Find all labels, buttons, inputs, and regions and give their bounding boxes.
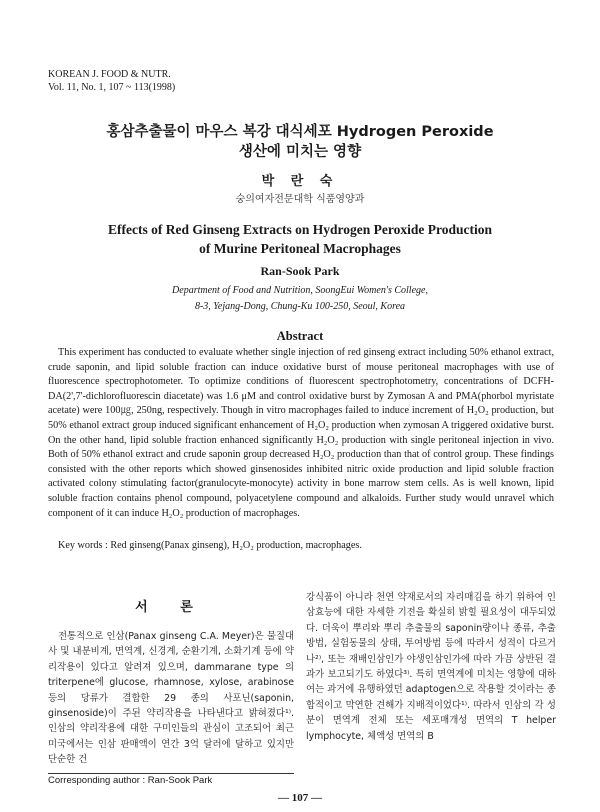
page-number: — 107 — [278,792,322,804]
footnote: Corresponding author : Ran-Sook Park [48,775,213,786]
english-affiliation [40,283,560,315]
intro-right-column [306,590,556,744]
intro-left-text: 전통적으로 인삼(Panax ginseng C.A. Meyer)은 물질대사 및 내분비계, 면역계, 신경계, 순환기계, 소화기계 등에 약리작용이 있다고 알려져 있으며, dammarane type 의 triterpene에 glucose, rhamnose, xylose, arabinose 등의 당류가 결합한 29 종의 사포닌(saponin, ginsenoside)이 주된 약리작용을 나타낸다고 밝혀졌다¹⁾. 인삼의 약리작용에 대한 구미인들의 관심이 고조되어 최근 미국에서는 인삼 판매액이 연간 3억 달러에 달하고 있지만 단순한 건 [48,631,294,766]
intro-right-text: 강식품이 아니라 천연 약재로서의 자리매김을 하기 위하여 인삼효능에 대한 자세한 기전을 확실히 밝힐 필요성이 대두되었다. 더욱이 뿌리와 뿌리 추출물의 saponin량이나 종류, 추출방법, 실험동물의 상태, 투여방법 등에 따라서 성적이 다르거나²⁾, 또는 재배인삼인가 야생인삼인가에 따라 가끔 상반된 결과가 보고되기도 하였다³⁾. 특히 면역계에 미치는 영향에 대하여는 과거에 유행하였던 adaptogen으로 작용할 것이라는 종합적이고 막연한 견해가 지배적이었다¹⁾. 따라서 인삼의 각 성분이 면역계 전체 또는 세포매개성 면역의 T helper lymphocyte, 체액성 면역의 B [306,592,556,742]
abstract-heading: Abstract [276,329,324,343]
keywords: Key words : Red ginseng(Panax ginseng), H₂O₂ production, macrophages. [58,540,362,551]
korean-author: 박 란 숙 [261,174,339,189]
english-affiliation-line1: Department of Food and Nutrition, SoongEui Women's College, [172,285,428,296]
abstract-body [48,346,554,521]
abstract-paragraph: This experiment has conducted to evaluate whether single injection of red ginseng extract including 50% ethanol extract, crude saponin, and lipid soluble fraction can induce oxidative burst of mouse peritoneal macrophages with use of fluorescence spectrophotometer. To optimize conditions of fluorescent spectrophotometry, concentrations of DCFH-DA(2',7'-dichlorofluorescin diacetate) was 1.6 μM and control oxidative burst by Zymosan A and PMA(phorbol myristate acetate) were 100㎍, 250ng, respectively. Though in vitro macrophages failed to induce increment of H₂O₂ production, but 50% ethanol extract group induced significant enhancement of H₂O₂ production when zymosan A triggered oxidative burst. On the other hand, lipid soluble fraction enhanced significantly H₂O₂ production with single peritoneal injection in vivo. Both of 50% ethanol extract and crude saponin group decreased H₂O₂ production than that of control group. These findings consisted with the other reports which showed ginsenosides inhibited nitric oxide production and lipid soluble fraction activated colony stimulating factor(granulocyte-monocyte) activity in bone marrow stem cells. As is well known, lipid soluble fraction contains phenol compound, polyacetylene compound and alkaloids. Further study would unravel which component of it can induce H₂O₂ production of macrophages. [48,347,554,519]
korean-title [40,122,560,162]
korean-affiliation: 숭의여자전문대학 식품영양과 [235,194,365,205]
footnote-divider [48,773,294,774]
journal-name: KOREAN J. FOOD & NUTR. [48,69,171,80]
korean-title-line2: 생산에 미치는 영향 [238,144,362,160]
english-author: Ran-Sook Park [260,264,340,278]
journal-volume: Vol. 11, No. 1, 107 ~ 113(1998) [48,82,176,93]
english-affiliation-line2: 8-3, Yejang-Dong, Chung-Ku 100-250, Seoul, Korea [194,301,406,312]
intro-left-column [48,590,294,768]
section-heading: 서 론 [135,600,207,615]
english-title-line1: Effects of Red Ginseng Extracts on Hydrogen Peroxide Production [108,222,492,237]
english-title-line2: of Murine Peritoneal Macrophages [199,241,401,256]
journal-citation [48,68,175,94]
korean-title-line1: 홍삼추출물이 마우스 복강 대식세포 Hydrogen Peroxide [106,124,494,140]
english-title [30,220,570,258]
